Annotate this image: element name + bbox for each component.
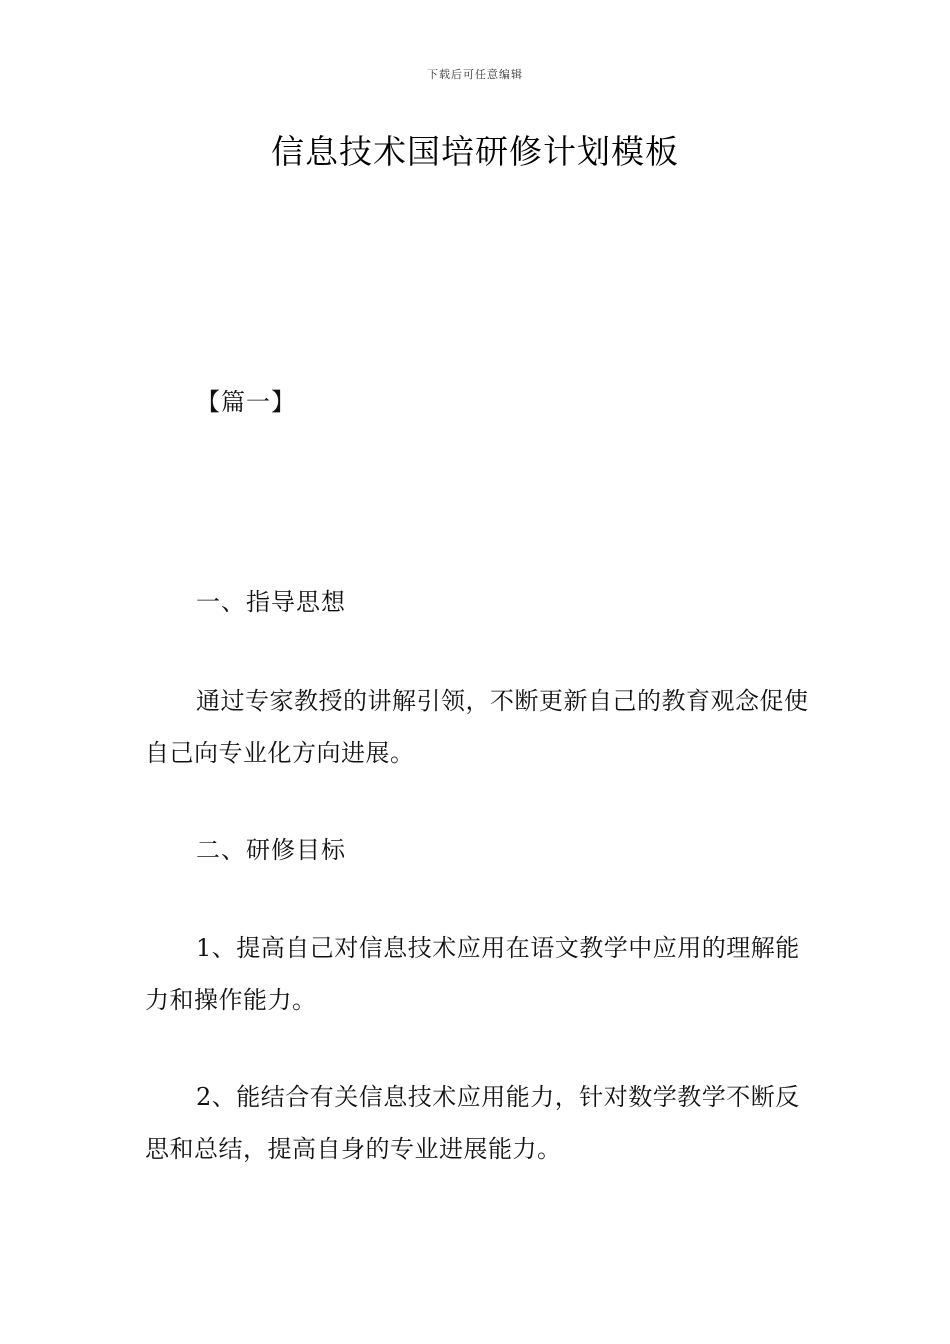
paragraph-goal-1: 1、提高自己对信息技术应用在语文教学中应用的理解能力和操作能力。 [145, 934, 800, 1014]
heading-guiding-thought: 一、指导思想 [196, 588, 346, 616]
paragraph-guiding-thought: 通过专家教授的讲解引领，不断更新自己的教育观念促使自己向专业化方向进展。 [145, 687, 809, 767]
paragraph-goal-2: 2、能结合有关信息技术应用能力，针对数学教学不断反思和总结，提高自身的专业进展能力。 [145, 1083, 800, 1163]
section-marker: 【篇一】 [196, 388, 296, 416]
heading-study-goals: 二、研修目标 [196, 836, 346, 864]
document-title: 信息技术国培研修计划模板 [271, 132, 679, 171]
header-note: 下载后可任意编辑 [427, 68, 523, 81]
